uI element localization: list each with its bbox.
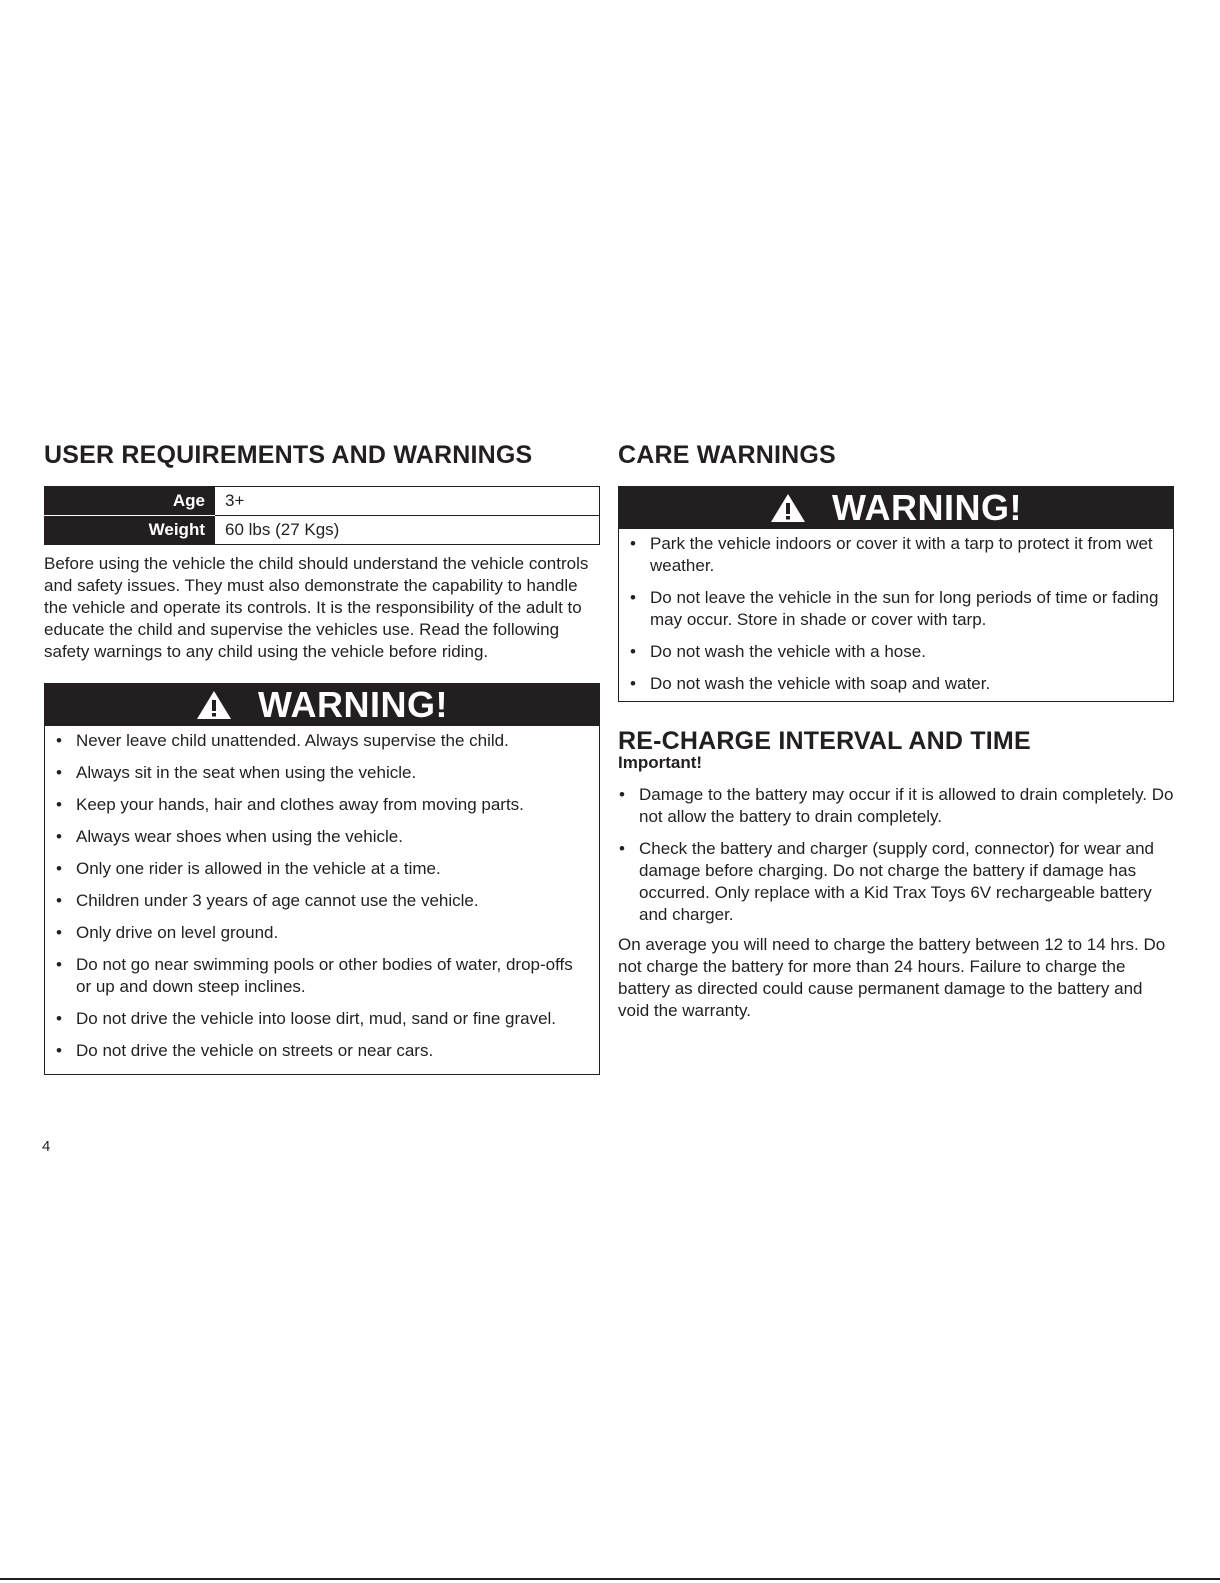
list-item: • Check the battery and charger (supply cord, connector) for wear and damage before charging. Do not charge the battery if damage has occurred. Only replace with a Kid Trax Toys 6V rechargeable battery and charger. xyxy=(618,838,1174,926)
warning-heading: WARNING! xyxy=(258,684,448,725)
requirement-value: 60 lbs (27 Kgs) xyxy=(215,516,600,545)
recharge-list-wrapper xyxy=(618,774,1174,926)
warning-header xyxy=(45,684,599,726)
care-warning-box xyxy=(618,486,1174,702)
list-item: • Always sit in the seat when using the vehicle. xyxy=(55,762,589,784)
requirement-row-age xyxy=(45,487,600,516)
user-warning-box xyxy=(44,683,600,1075)
list-item: • Damage to the battery may occur if it is allowed to drain completely. Do not allow the battery to drain completely. xyxy=(618,784,1174,828)
care-warning-list xyxy=(619,529,1173,701)
warning-heading: WARNING! xyxy=(832,487,1022,528)
warning-header xyxy=(619,487,1173,529)
list-item: • Do not wash the vehicle with a hose. xyxy=(629,641,1163,663)
care-section xyxy=(618,438,1174,1022)
bottom-divider xyxy=(0,1578,1220,1580)
recharge-list xyxy=(618,774,1174,926)
warning-triangle-icon xyxy=(196,690,232,720)
list-item: • Do not go near swimming pools or other bodies of water, drop-offs or up and down steep inclines. xyxy=(55,954,589,998)
list-item: • Always wear shoes when using the vehicle. xyxy=(55,826,589,848)
requirement-value: 3+ xyxy=(215,487,600,516)
list-item: • Only one rider is allowed in the vehicle at a time. xyxy=(55,858,589,880)
list-item: • Do not wash the vehicle with soap and water. xyxy=(629,673,1163,695)
requirement-row-weight xyxy=(45,516,600,545)
list-item: • Do not drive the vehicle on streets or near cars. xyxy=(55,1040,589,1062)
intro-paragraph: Before using the vehicle the child should understand the vehicle controls and safety issues. They must also demonstrate the capability to handle the vehicle and operate its controls. It is the responsibility of the adult to educate the child and supervise the vehicles use. Read the following safety warnings to any child using the vehicle before riding. xyxy=(44,554,589,661)
section-title-user-requirements: USER REQUIREMENTS AND WARNINGS xyxy=(44,441,533,469)
list-item: • Children under 3 years of age cannot use the vehicle. xyxy=(55,890,589,912)
important-label: Important! xyxy=(618,753,703,772)
list-item: • Do not drive the vehicle into loose dirt, mud, sand or fine gravel. xyxy=(55,1008,589,1030)
requirements-table xyxy=(44,486,600,545)
list-item: • Only drive on level ground. xyxy=(55,922,589,944)
list-item: • Never leave child unattended. Always supervise the child. xyxy=(55,730,589,752)
warning-triangle-icon xyxy=(770,493,806,523)
user-requirements-section xyxy=(44,438,600,1075)
requirement-label: Weight xyxy=(45,516,215,545)
page-number: 4 xyxy=(42,1138,51,1155)
requirement-label: Age xyxy=(45,487,215,516)
section-title-care-warnings: CARE WARNINGS xyxy=(618,441,836,469)
recharge-paragraph: On average you will need to charge the battery between 12 to 14 hrs. Do not charge the battery for more than 24 hours. Failure to charge the battery as directed could cause permanent damage to the battery and void the warranty. xyxy=(618,935,1166,1020)
user-warning-list xyxy=(45,726,599,1074)
section-title-recharge: RE-CHARGE INTERVAL AND TIME xyxy=(618,727,1031,755)
list-item: • Park the vehicle indoors or cover it with a tarp to protect it from wet weather. xyxy=(629,533,1163,577)
list-item: • Keep your hands, hair and clothes away from moving parts. xyxy=(55,794,589,816)
list-item: • Do not leave the vehicle in the sun for long periods of time or fading may occur. Store in shade or cover with tarp. xyxy=(629,587,1163,631)
